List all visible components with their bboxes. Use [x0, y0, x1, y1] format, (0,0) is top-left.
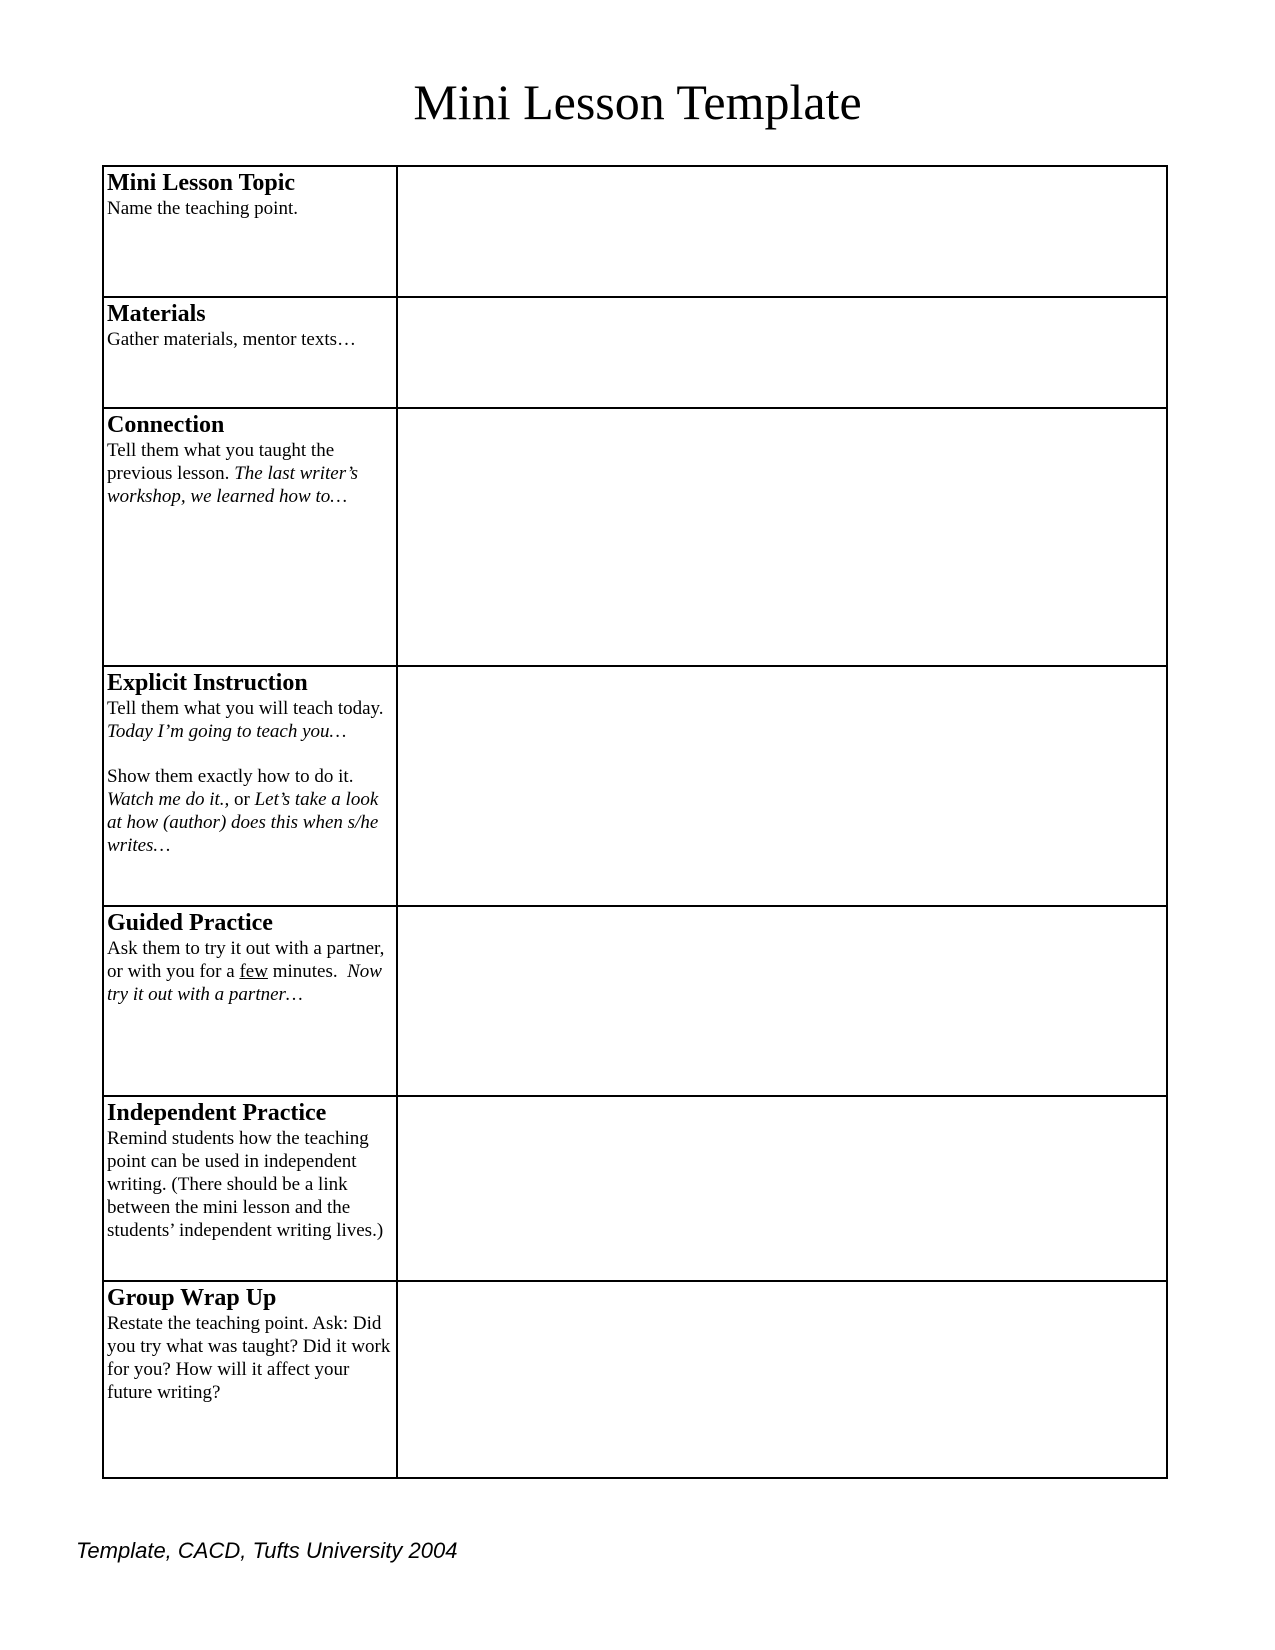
section-heading: Guided Practice — [107, 910, 273, 936]
table-row — [103, 297, 1167, 408]
description-text: Tell them what you will teach today. — [107, 698, 384, 719]
group-wrap-up-label-cell — [103, 1281, 397, 1478]
table-row — [103, 1281, 1167, 1478]
description-text: minutes. — [267, 961, 348, 982]
section-description: Remind students how the teaching point can be used in independent writing. (There should be a link between the mini lesson and the students’ independent writing lives.) — [107, 1128, 384, 1241]
description-text: Tell them what you taught the previous lesson. — [107, 440, 335, 484]
connection-entry-cell[interactable] — [397, 408, 1167, 666]
guided-practice-entry-cell[interactable] — [397, 906, 1167, 1096]
section-description — [107, 937, 394, 1006]
example-phrase: Now try it out with a partner… — [107, 961, 382, 1005]
example-phrase: Today I’m going to teach you… — [107, 721, 347, 742]
example-phrase: Watch me do it., — [107, 789, 230, 810]
section-description: Name the teaching point. — [107, 198, 298, 219]
connection-label-cell — [103, 408, 397, 666]
section-heading: Mini Lesson Topic — [107, 170, 296, 196]
lesson-template-table — [102, 165, 1168, 1479]
example-phrase: Let’s take a look at how (author) does this when s/he writes… — [107, 789, 379, 856]
materials-entry-cell[interactable] — [397, 297, 1167, 408]
independent-practice-label-cell — [103, 1096, 397, 1281]
guided-practice-label-cell — [103, 906, 397, 1096]
section-heading: Independent Practice — [107, 1100, 327, 1126]
table-row — [103, 166, 1167, 297]
table-row — [103, 906, 1167, 1096]
page-title: Mini Lesson Template — [413, 74, 862, 130]
underlined-word: few — [239, 961, 268, 982]
table-row — [103, 1096, 1167, 1281]
topic-entry-cell[interactable] — [397, 166, 1167, 297]
section-heading: Explicit Instruction — [107, 670, 308, 696]
footer-credit: Template, CACD, Tufts University 2004 — [76, 1538, 458, 1563]
materials-label-cell — [103, 297, 397, 408]
table-row — [103, 408, 1167, 666]
connector-text: or — [229, 789, 255, 810]
explicit-instruction-entry-cell[interactable] — [397, 666, 1167, 906]
description-text: Ask them to try it out with a partner, or with you for a — [107, 938, 385, 982]
section-description — [107, 439, 394, 508]
description-text: Show them exactly how to do it. — [107, 766, 354, 787]
table-row — [103, 666, 1167, 906]
section-heading: Materials — [107, 301, 206, 327]
explicit-instruction-label-cell — [103, 666, 397, 906]
topic-label-cell — [103, 166, 397, 297]
section-description: Restate the teaching point. Ask: Did you try what was taught? Did it work for you? How will it affect your future writing? — [107, 1313, 391, 1403]
example-phrase: The last writer’s workshop, we learned how to… — [107, 463, 359, 507]
section-description — [107, 697, 394, 743]
section-description-2 — [107, 765, 394, 857]
group-wrap-up-entry-cell[interactable] — [397, 1281, 1167, 1478]
section-heading: Group Wrap Up — [107, 1285, 277, 1311]
section-description: Gather materials, mentor texts… — [107, 329, 357, 350]
independent-practice-entry-cell[interactable] — [397, 1096, 1167, 1281]
section-heading: Connection — [107, 412, 225, 438]
